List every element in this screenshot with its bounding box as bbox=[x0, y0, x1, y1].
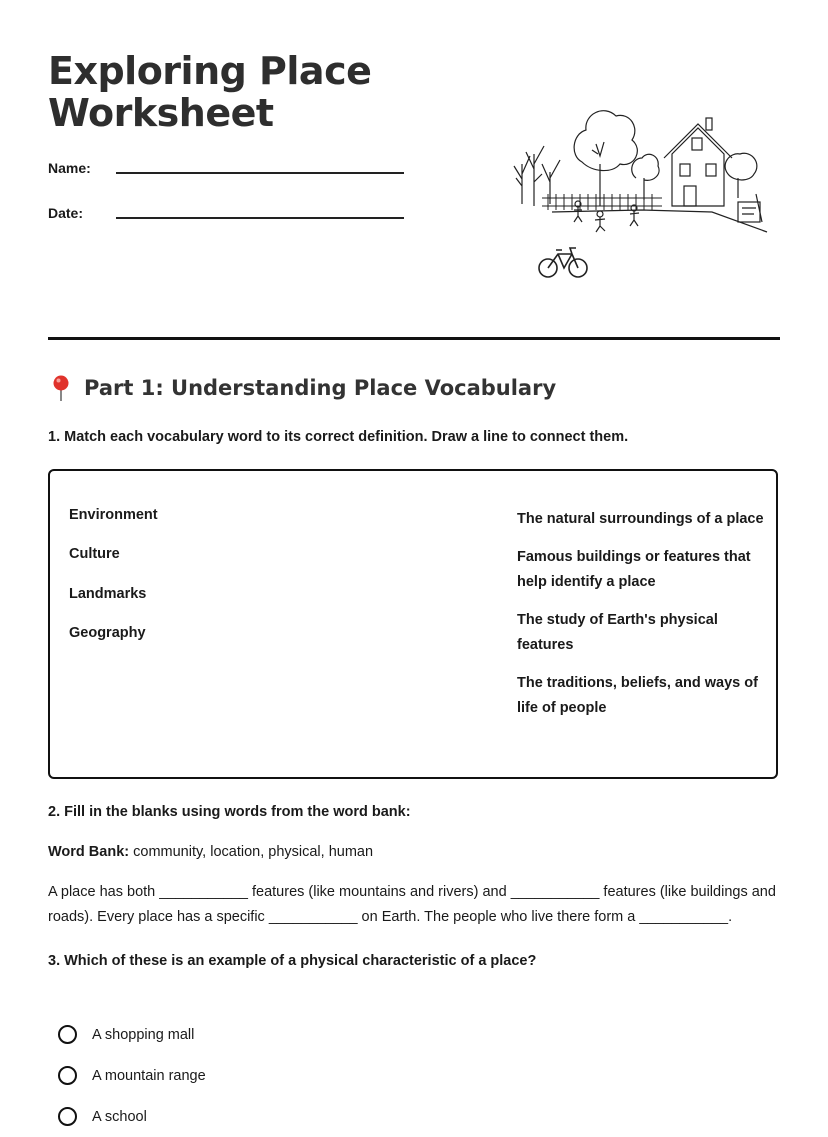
definition-item[interactable]: The natural surroundings of a place bbox=[517, 511, 764, 527]
question-1-prompt: 1. Match each vocabulary word to its correct definition. Draw a line to connect them. bbox=[48, 429, 629, 445]
vocab-word[interactable]: Environment bbox=[69, 507, 158, 523]
question-3-prompt: 3. Which of these is an example of a physical characteristic of a place? bbox=[48, 953, 537, 969]
large-tree-icon bbox=[574, 111, 637, 206]
vocab-word-list bbox=[69, 507, 158, 664]
tree-icon bbox=[514, 146, 560, 206]
option-label: A mountain range bbox=[92, 1067, 206, 1084]
sign-icon bbox=[738, 194, 762, 222]
house-icon bbox=[664, 118, 732, 206]
matching-box bbox=[48, 469, 778, 779]
fence-icon bbox=[542, 194, 662, 210]
definition-item[interactable]: Famous buildings or features that help identify a place bbox=[517, 549, 751, 590]
vocab-word[interactable]: Landmarks bbox=[69, 585, 147, 602]
question-2-prompt: 2. Fill in the blanks using words from the word bank: bbox=[48, 804, 411, 820]
part1-heading bbox=[48, 374, 556, 402]
neighborhood-sketch-icon bbox=[512, 94, 774, 284]
word-bank-label: Word Bank: bbox=[48, 844, 130, 860]
road-line bbox=[552, 210, 767, 232]
definition-list bbox=[517, 507, 765, 734]
bicycle-icon bbox=[539, 248, 587, 277]
vocab-word[interactable]: Geography bbox=[69, 624, 146, 641]
radio-circle[interactable] bbox=[58, 1107, 77, 1126]
definition-item[interactable]: The study of Earth's physical features bbox=[517, 612, 718, 653]
date-field[interactable] bbox=[48, 205, 83, 221]
section-divider bbox=[48, 337, 780, 340]
date-label: Date: bbox=[48, 205, 84, 221]
name-line[interactable] bbox=[116, 172, 404, 174]
radio-circle[interactable] bbox=[58, 1025, 77, 1044]
word-bank-words: community, location, physical, human bbox=[133, 844, 374, 860]
name-label: Name: bbox=[48, 160, 91, 176]
name-field[interactable] bbox=[48, 160, 91, 176]
definition-item[interactable]: The traditions, beliefs, and ways of life of people bbox=[517, 675, 758, 716]
radio-circle[interactable] bbox=[58, 1066, 77, 1085]
option-item[interactable] bbox=[58, 1055, 206, 1096]
small-tree-icon bbox=[632, 153, 757, 200]
option-item[interactable] bbox=[58, 1096, 206, 1137]
option-label: A school bbox=[92, 1108, 147, 1125]
title-line-2: Worksheet bbox=[48, 91, 274, 135]
word-bank bbox=[48, 844, 373, 860]
part1-heading-text: Part 1: Understanding Place Vocabulary bbox=[84, 376, 557, 400]
option-item[interactable] bbox=[58, 1014, 206, 1055]
vocab-word[interactable]: Culture bbox=[69, 546, 120, 563]
worksheet-title bbox=[48, 50, 371, 134]
question-3-options bbox=[58, 1014, 206, 1137]
fill-in-paragraph[interactable]: A place has both ___________ features (like mountains and rivers) and ___________ features (like buildings and roads). Every place has a specific ___________ on Earth. The people who live there form a ___________. bbox=[48, 884, 776, 925]
date-line[interactable] bbox=[116, 217, 404, 219]
option-label: A shopping mall bbox=[92, 1026, 195, 1043]
pin-icon bbox=[48, 374, 74, 402]
title-line-1: Exploring Place bbox=[48, 49, 372, 93]
